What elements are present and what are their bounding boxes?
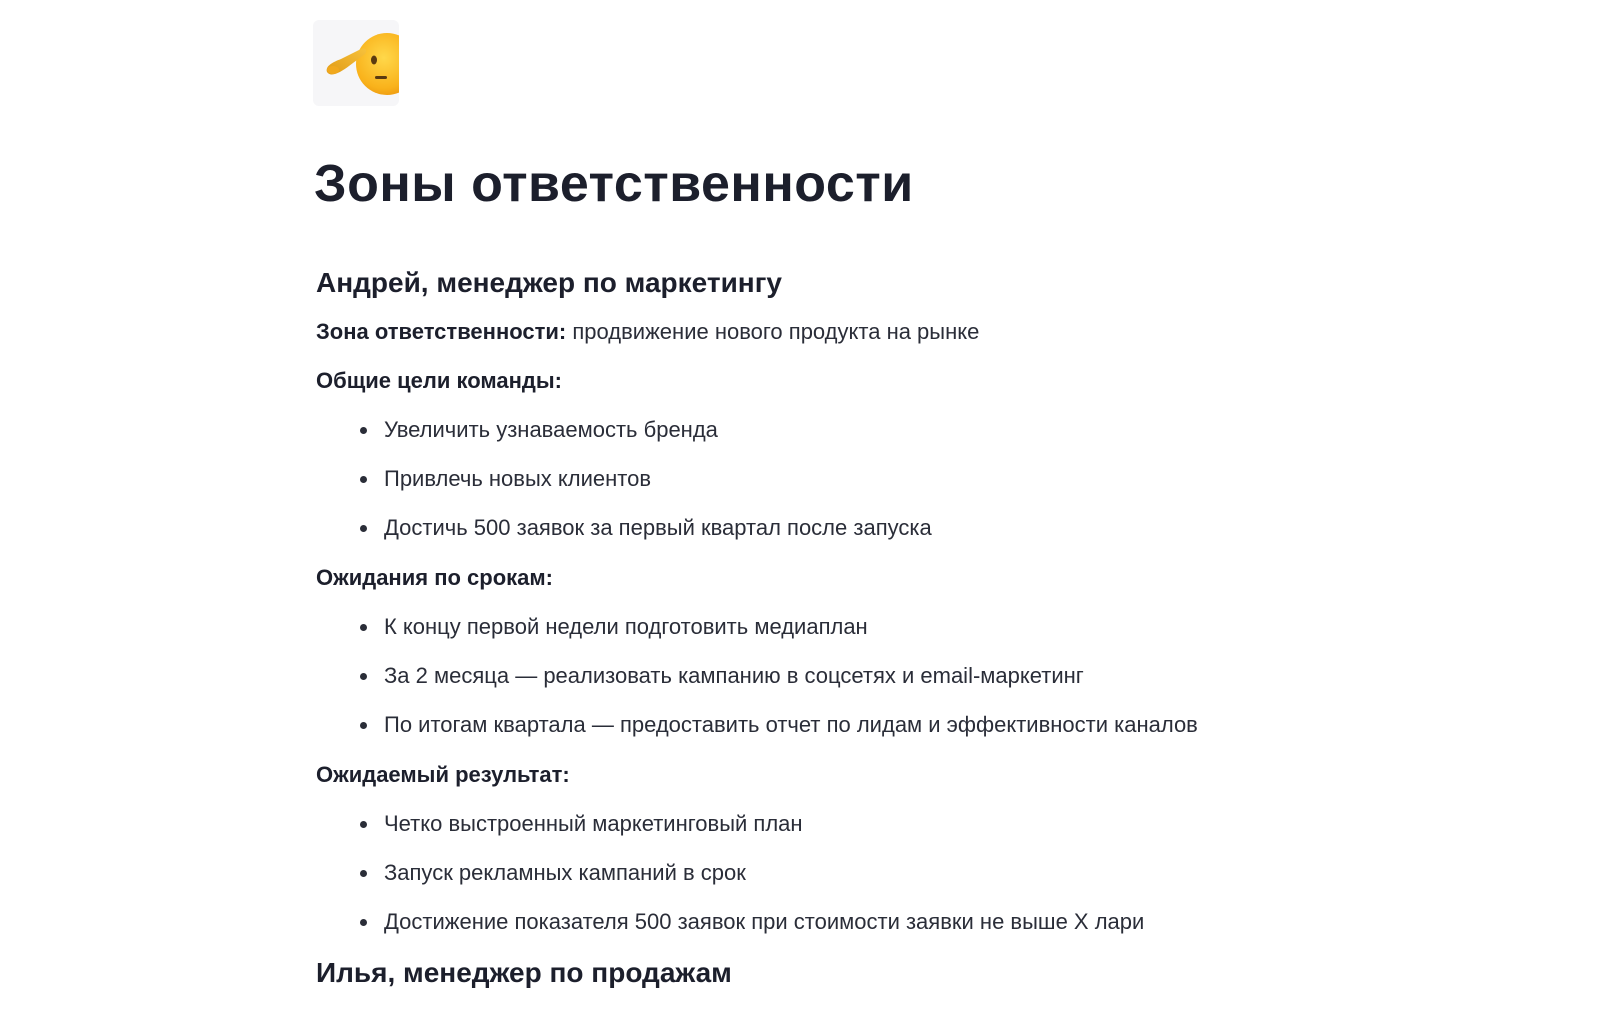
expected-result-label: Ожидаемый результат:	[316, 762, 570, 787]
list-item	[360, 907, 1144, 937]
team-goals-label: Общие цели команды:	[316, 368, 562, 393]
list-item-text: Увеличить узнаваемость бренда	[384, 417, 718, 442]
list-item	[360, 415, 718, 445]
bullet-icon	[360, 673, 367, 680]
list-item	[360, 513, 932, 543]
list-item	[360, 661, 1084, 691]
timeline-expectations-label: Ожидания по срокам:	[316, 565, 553, 590]
bullet-icon	[360, 722, 367, 729]
list-item-text: Достижение показателя 500 заявок при стоимости заявки не выше X лари	[384, 909, 1145, 934]
list-item-text: Привлечь новых клиентов	[384, 466, 652, 491]
bullet-icon	[360, 476, 367, 483]
list-item-text: По итогам квартала — предоставить отчет по лидам и эффективности каналов	[384, 712, 1198, 737]
list-item-text: К концу первой недели подготовить медиаплан	[384, 614, 868, 639]
bullet-icon	[360, 624, 367, 631]
saluting-face-icon	[313, 20, 399, 106]
responsibility-zone-value: продвижение нового продукта на рынке	[572, 319, 980, 344]
list-item	[360, 809, 803, 839]
list-item-text: Достичь 500 заявок за первый квартал после запуска	[384, 515, 932, 540]
list-item-text: Запуск рекламных кампаний в срок	[384, 860, 746, 885]
section-heading-andrey: Андрей, менеджер по маркетингу	[316, 267, 782, 298]
bullet-icon	[360, 525, 367, 532]
section-heading-ilya: Илья, менеджер по продажам	[316, 957, 732, 988]
page-title: Зоны ответственности	[314, 155, 914, 213]
list-item-text: Четко выстроенный маркетинговый план	[384, 811, 803, 836]
page-icon[interactable]	[313, 20, 399, 106]
list-item	[360, 858, 746, 888]
list-item	[360, 612, 868, 642]
bullet-icon	[360, 427, 367, 434]
bullet-icon	[360, 870, 367, 877]
bullet-icon	[360, 919, 367, 926]
responsibility-zone-label: Зона ответственности:	[316, 319, 567, 344]
list-item-text: За 2 месяца — реализовать кампанию в соцсетях и email-маркетинг	[384, 663, 1084, 688]
list-item	[360, 710, 1198, 740]
responsibility-zone-line	[316, 317, 979, 347]
bullet-icon	[360, 821, 367, 828]
list-item	[360, 464, 651, 494]
